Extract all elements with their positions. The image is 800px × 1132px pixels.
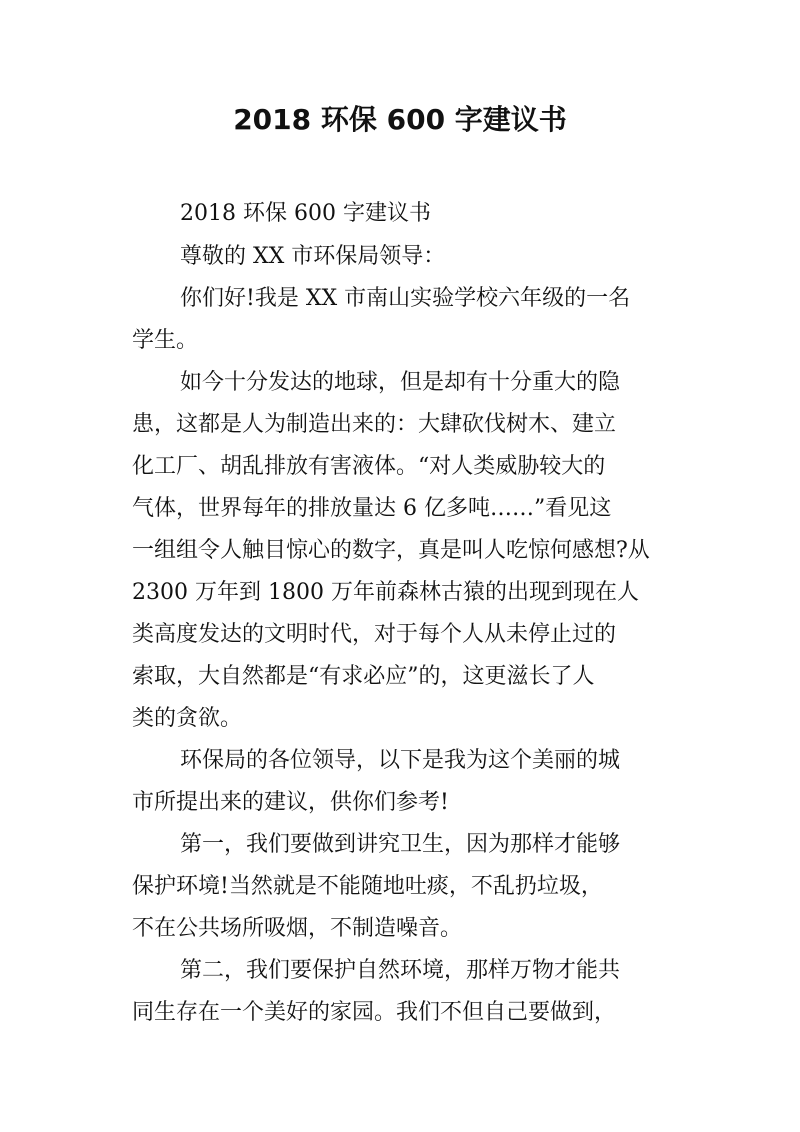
text-line: 如今十分发达的地球，但是却有十分重大的隐 xyxy=(180,370,621,395)
text-line: 一组组令人触目惊心的数字，真是叫人吃惊何感想?从 xyxy=(132,538,650,563)
text-line: 患，这都是人为制造出来的：大肆砍伐树木、建立 xyxy=(132,412,617,437)
text-line: 2300 万年到 1800 万年前森林古猿的出现到现在人 xyxy=(132,580,639,605)
text-line: 第一，我们要做到讲究卫生，因为那样才能够 xyxy=(180,832,621,857)
text-line: 尊敬的 XX 市环保局领导： xyxy=(180,244,446,269)
text-line: 不在公共场所吸烟，不制造噪音。 xyxy=(132,916,463,941)
text-line: 第二，我们要保护自然环境，那样万物才能共 xyxy=(180,958,621,983)
text-line: 气体，世界每年的排放量达 6 亿多吨……”看见这 xyxy=(132,496,612,521)
text-line: 同生存在一个美好的家园。我们不但自己要做到， xyxy=(132,1000,617,1025)
document-title: 2018 环保 600 字建议书 xyxy=(233,103,567,136)
text-line: 类高度发达的文明时代，对于每个人从未停止过的 xyxy=(132,622,617,647)
text-line: 学生。 xyxy=(132,328,199,353)
text-line: 市所提出来的建议，供你们参考! xyxy=(132,790,449,815)
text-line: 化工厂、胡乱排放有害液体。“对人类威胁较大的 xyxy=(132,454,606,479)
text-line: 保护环境!当然就是不能随地吐痰，不乱扔垃圾， xyxy=(132,874,603,899)
text-line: 类的贪欲。 xyxy=(132,706,243,731)
text-line: 索取，大自然都是“有求必应”的，这更滋长了人 xyxy=(132,664,595,689)
text-line: 你们好!我是 XX 市南山实验学校六年级的一名 xyxy=(180,286,631,311)
text-line: 2018 环保 600 字建议书 xyxy=(180,201,431,226)
text-line: 环保局的各位领导，以下是我为这个美丽的城 xyxy=(180,748,621,773)
